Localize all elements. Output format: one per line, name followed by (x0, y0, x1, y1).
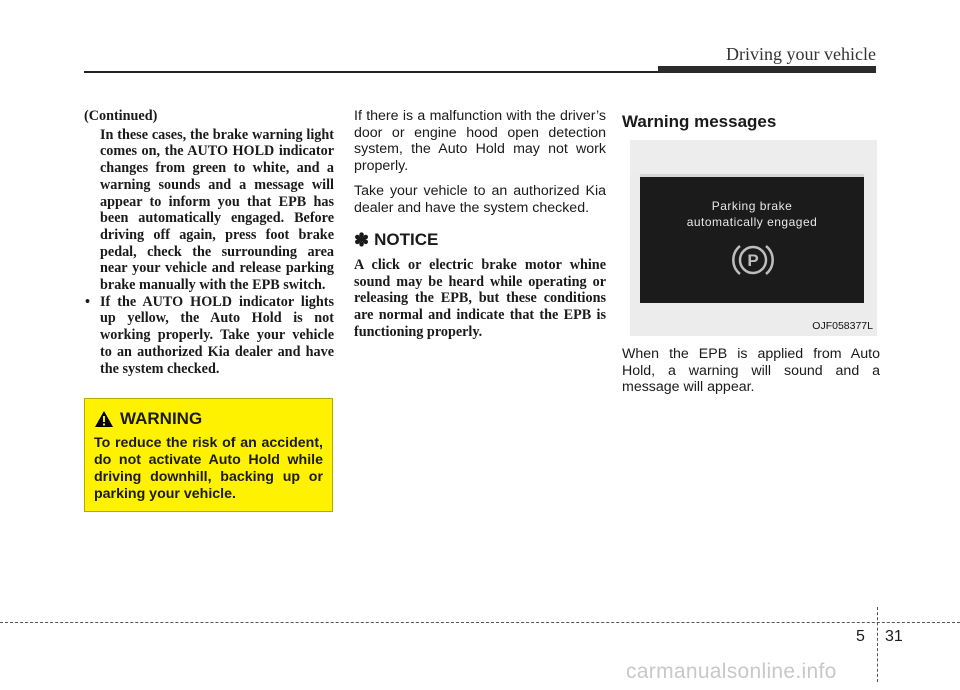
auto-hold-paragraph: In these cases, the brake warning light comes on, the AUTO HOLD indicator changes from green to white, and a warning sounds and a message will appear to inform you that EPB has been automatically engaged. Before driving off again, press foot brake pedal, check the surrounding area near your vehicle and release parking brake manually with the EPB switch. (100, 126, 334, 294)
warning-message-text: When the EPB is applied from Auto Hold, a warning will sound and a message will appear. (622, 346, 880, 396)
warning-title: WARNING (120, 409, 203, 428)
bullet-text: If the AUTO HOLD indicator lights up yellow, the Auto Hold is not working properly. Take your vehicle to an authorized Kia dealer and have the system checked. (100, 293, 334, 377)
bullet-marker: • (85, 293, 90, 310)
display-message-line2: automatically engaged (686, 215, 818, 229)
asterisk-icon: ✽ (354, 230, 370, 251)
column-1 (84, 108, 334, 377)
cluster-display (640, 174, 864, 303)
display-message-line1: Parking brake (711, 199, 793, 213)
notice-title: NOTICE (374, 230, 439, 250)
footer-divider (877, 607, 878, 682)
notice-heading (354, 232, 606, 249)
figure-code: OJF058377L (812, 320, 873, 332)
footer-rule (0, 622, 960, 623)
bullet-list (84, 294, 334, 378)
chapter-number: 5 (856, 628, 865, 645)
figure-background (630, 140, 877, 174)
column-2 (354, 108, 606, 340)
parking-brake-icon (732, 241, 774, 279)
warning-box (84, 398, 333, 512)
running-header: Driving your vehicle (726, 44, 876, 64)
header-rule-accent (658, 66, 876, 73)
notice-text: A click or electric brake motor whine sound may be heard while operating or releasing the EPB, but these conditions are normal and indicate that the EPB is functioning properly. (354, 256, 606, 340)
warning-triangle-icon (94, 410, 114, 428)
dealer-paragraph: Take your vehicle to an authorized Kia dealer and have the system checked. (354, 182, 606, 216)
warning-text: To reduce the risk of an accident, do not activate Auto Hold while driving downhill, backing up or parking your vehicle. (94, 435, 323, 502)
malfunction-paragraph: If there is a malfunction with the driver’s door or engine hood open detection system, the Auto Hold may not work properly. (354, 108, 606, 175)
continued-label: (Continued) (84, 108, 158, 124)
cluster-display-figure (630, 140, 877, 336)
section-heading: Warning messages (622, 112, 777, 131)
header-rule (84, 71, 664, 73)
list-item (84, 294, 334, 378)
page-number: 31 (885, 628, 903, 645)
parking-brake-letter: P (747, 251, 759, 270)
warning-header (94, 409, 202, 429)
watermark: carmanualsonline.info (626, 660, 837, 683)
column-3 (622, 108, 880, 132)
